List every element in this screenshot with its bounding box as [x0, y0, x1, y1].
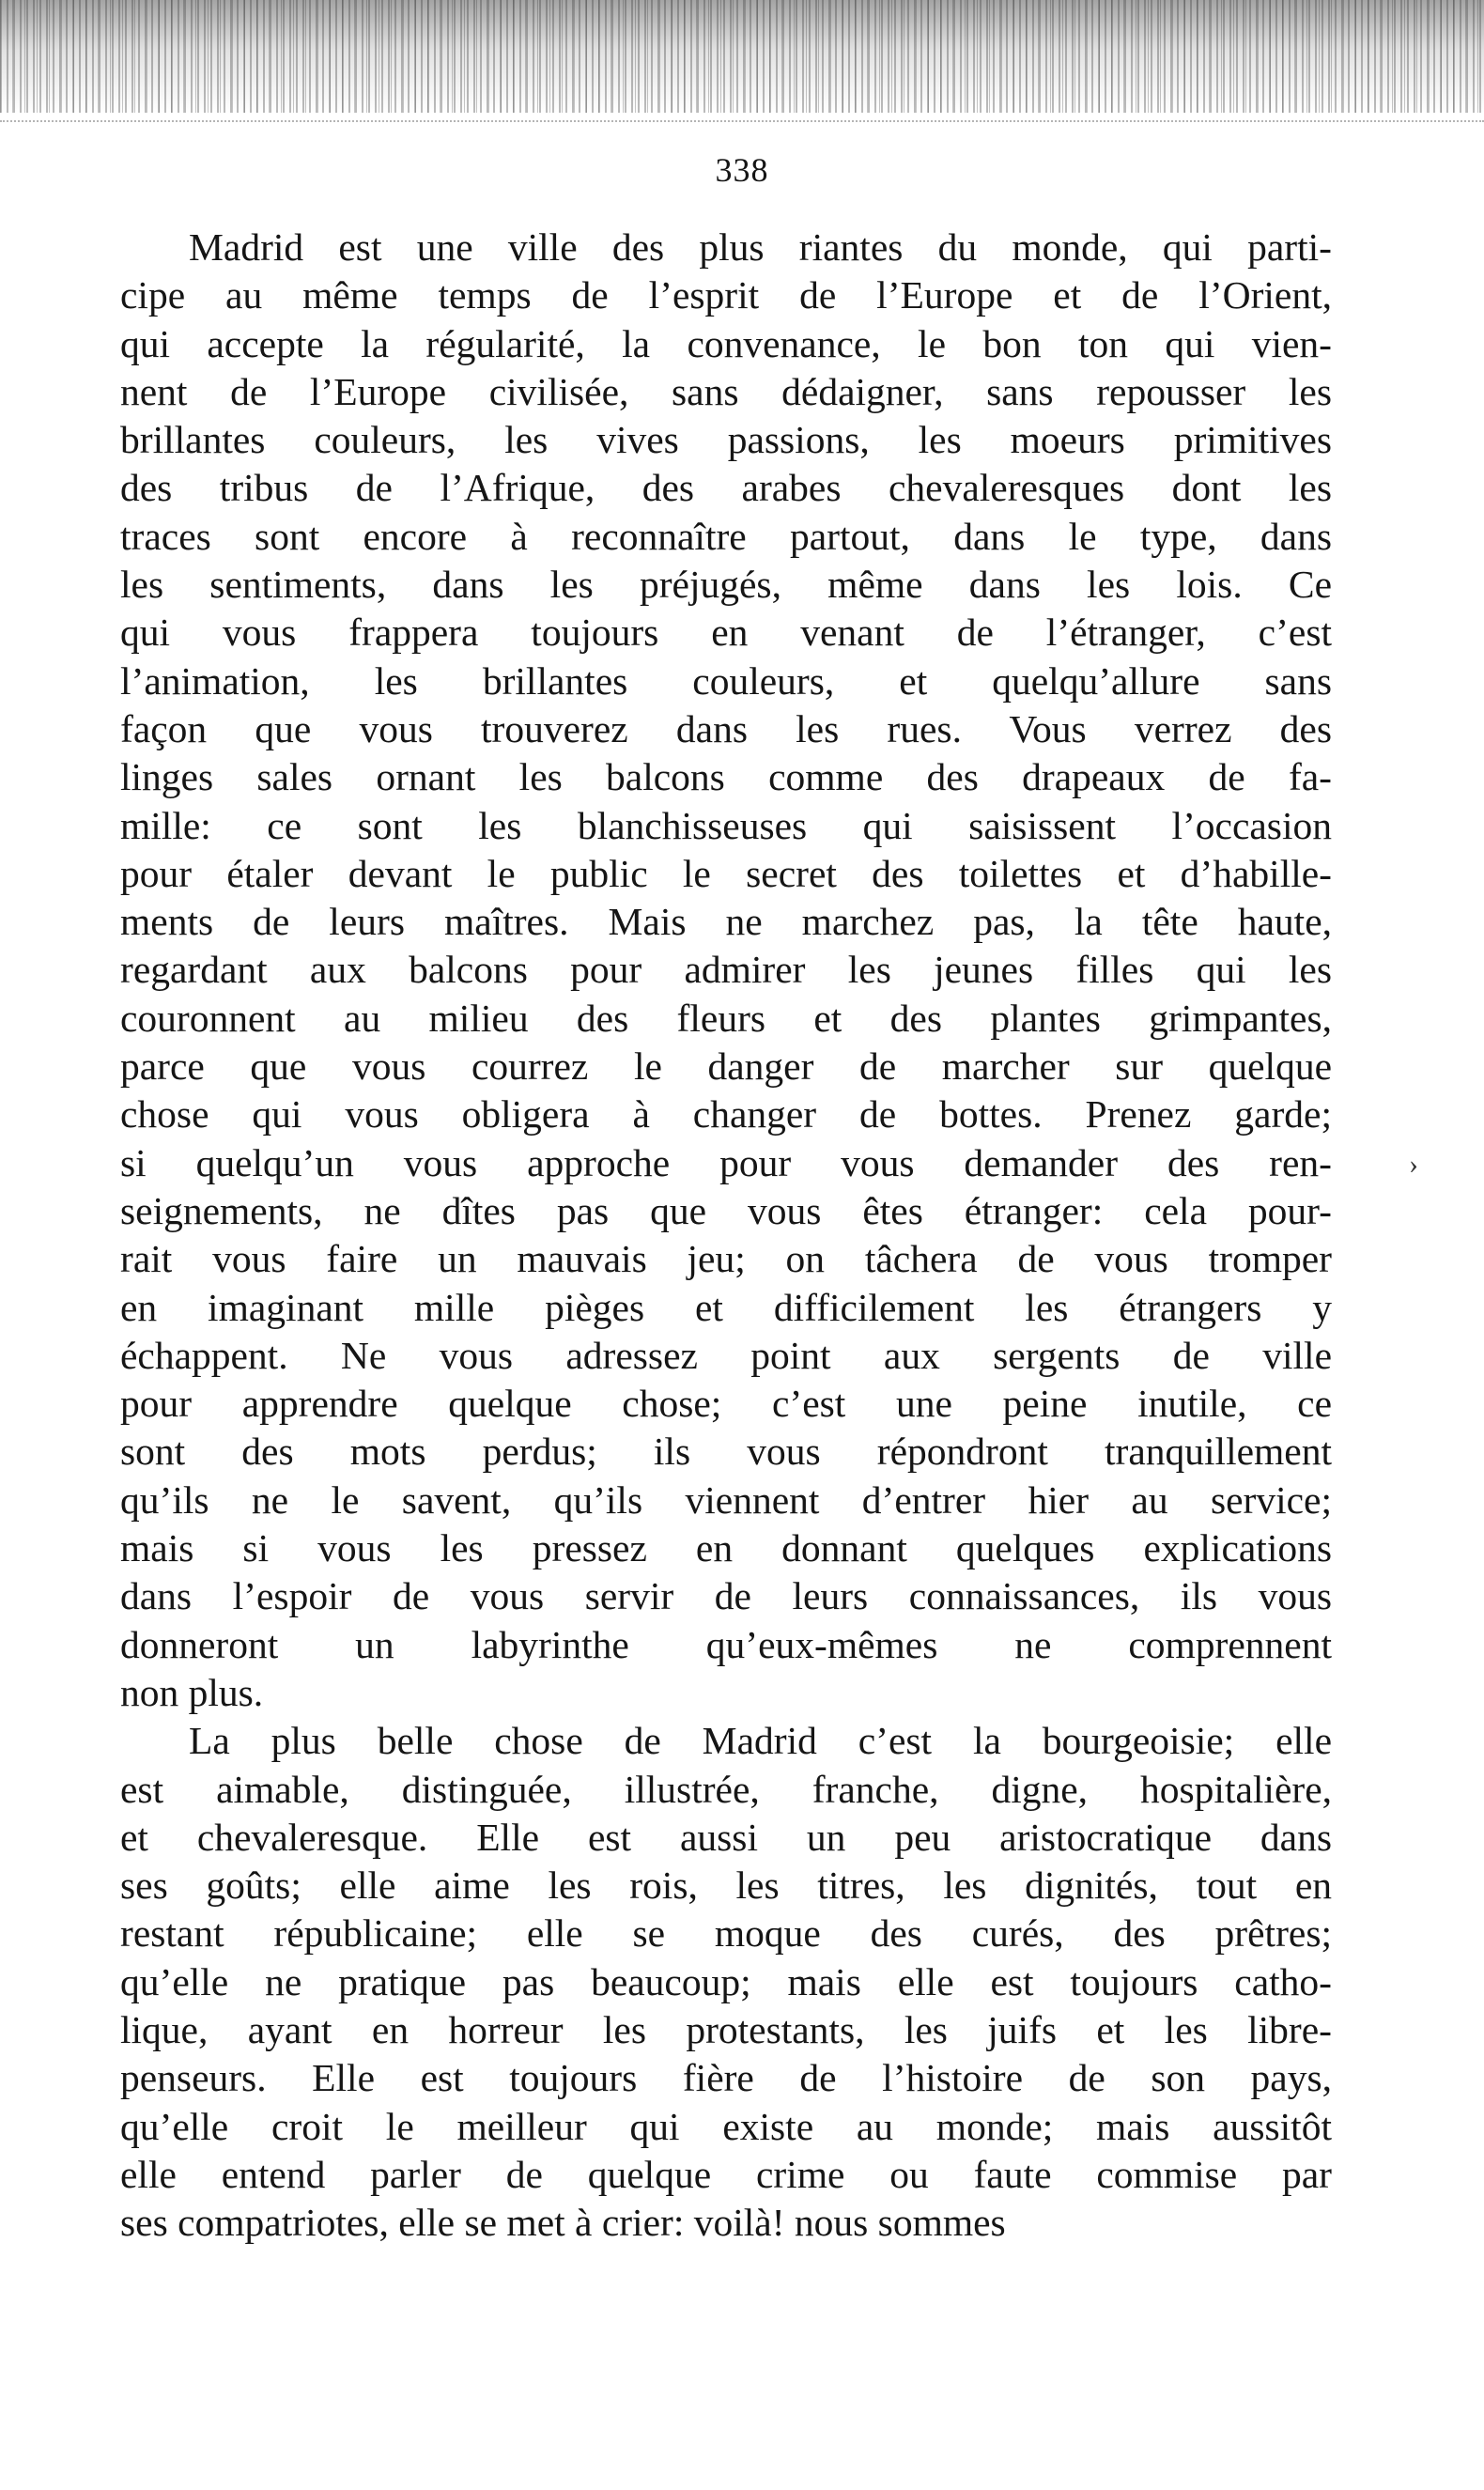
text-line: mais si vous les pressez en donnant quelques explications: [120, 1526, 1332, 1570]
text-line: cipe au même temps de l’esprit de l’Europe et de l’Orient,: [120, 273, 1332, 317]
text-line: lique, ayant en horreur les protestants, les juifs et les libre-: [120, 2007, 1332, 2051]
text-line: restant républicaine; elle se moque des curés, des prêtres;: [120, 1911, 1332, 1956]
text-line: ses goûts; elle aime les rois, les titres, les dignités, tout en: [120, 1864, 1332, 1908]
text-line: Madrid est une ville des plus riantes du monde, qui parti-: [189, 225, 1332, 269]
paragraph: [120, 224, 1332, 1717]
page-number: 338: [715, 151, 769, 189]
text-line: ses compatriotes, elle se met à crier: voilà! nous sommes: [120, 2201, 1006, 2245]
text-line: sont des mots perdus; ils vous répondront tranquillement: [120, 1430, 1332, 1474]
text-line: parce que vous courrez le danger de marcher sur quelque: [120, 1044, 1332, 1089]
text-line: qui accepte la régularité, la convenance, le bon ton qui vien-: [120, 321, 1332, 365]
text-line: seignements, ne dîtes pas que vous êtes étranger: cela pour-: [120, 1188, 1332, 1232]
text-line: La plus belle chose de Madrid c’est la bourgeoisie; elle: [189, 1719, 1332, 1763]
text-line: les sentiments, dans les préjugés, même dans les lois. Ce: [120, 563, 1332, 607]
text-line: façon que vous trouverez dans les rues. Vous verrez des: [120, 706, 1332, 750]
text-line: est aimable, distinguée, illustrée, franche, digne, hospitalière,: [120, 1767, 1332, 1811]
text-line: en imaginant mille pièges et difficilement les étrangers y: [120, 1285, 1332, 1329]
text-line: qu’elle ne pratique pas beaucoup; mais elle est toujours catho-: [120, 1959, 1332, 2003]
text-line: non plus.: [120, 1670, 264, 1714]
body-text: [120, 224, 1332, 2247]
text-line: couronnent au milieu des fleurs et des plantes grimpantes,: [120, 996, 1332, 1040]
text-line: traces sont encore à reconnaître partout, dans le type, dans: [120, 514, 1332, 558]
text-line: nent de l’Europe civilisée, sans dédaigner, sans repousser les: [120, 369, 1332, 413]
text-line: si quelqu’un vous approche pour vous demander des ren-: [120, 1140, 1332, 1184]
text-line: qu’ils ne le savent, qu’ils viennent d’entrer hier au service;: [120, 1477, 1332, 1522]
paragraph: [120, 1717, 1332, 2247]
text-line: qu’elle croit le meilleur qui existe au monde; mais aussitôt: [120, 2104, 1332, 2148]
text-line: l’animation, les brillantes couleurs, et quelqu’allure sans: [120, 658, 1332, 703]
text-line: penseurs. Elle est toujours fière de l’histoire de son pays,: [120, 2056, 1332, 2100]
text-line: chose qui vous obligera à changer de bottes. Prenez garde;: [120, 1092, 1332, 1137]
text-line: elle entend parler de quelque crime ou faute commise par: [120, 2152, 1332, 2196]
text-line: rait vous faire un mauvais jeu; on tâchera de vous tromper: [120, 1237, 1332, 1281]
text-line: qui vous frappera toujours en venant de l’étranger, c’est: [120, 611, 1332, 655]
text-line: linges sales ornant les balcons comme des drapeaux de fa-: [120, 755, 1332, 799]
text-line: des tribus de l’Afrique, des arabes chevaleresques dont les: [120, 466, 1332, 510]
text-line: mille: ce sont les blanchisseuses qui saisissent l’occasion: [120, 803, 1332, 847]
text-line: brillantes couleurs, les vives passions, les moeurs primitives: [120, 418, 1332, 462]
text-line: pour étaler devant le public le secret des toilettes et d’habille-: [120, 851, 1332, 895]
text-line: regardant aux balcons pour admirer les jeunes filles qui les: [120, 948, 1332, 992]
text-line: dans l’espoir de vous servir de leurs connaissances, ils vous: [120, 1574, 1332, 1618]
margin-mark: ›: [1409, 1149, 1418, 1180]
text-line: échappent. Ne vous adressez point aux sergents de ville: [120, 1333, 1332, 1377]
text-line: et chevaleresque. Elle est aussi un peu aristocratique dans: [120, 1815, 1332, 1859]
scan-artifact-line: [0, 120, 1484, 122]
text-line: donneront un labyrinthe qu’eux-mêmes ne comprennent: [120, 1622, 1332, 1666]
text-line: ments de leurs maîtres. Mais ne marchez pas, la tête haute,: [120, 900, 1332, 944]
scan-noise-top-edge: [0, 0, 1484, 113]
text-line: pour apprendre quelque chose; c’est une peine inutile, ce: [120, 1382, 1332, 1426]
